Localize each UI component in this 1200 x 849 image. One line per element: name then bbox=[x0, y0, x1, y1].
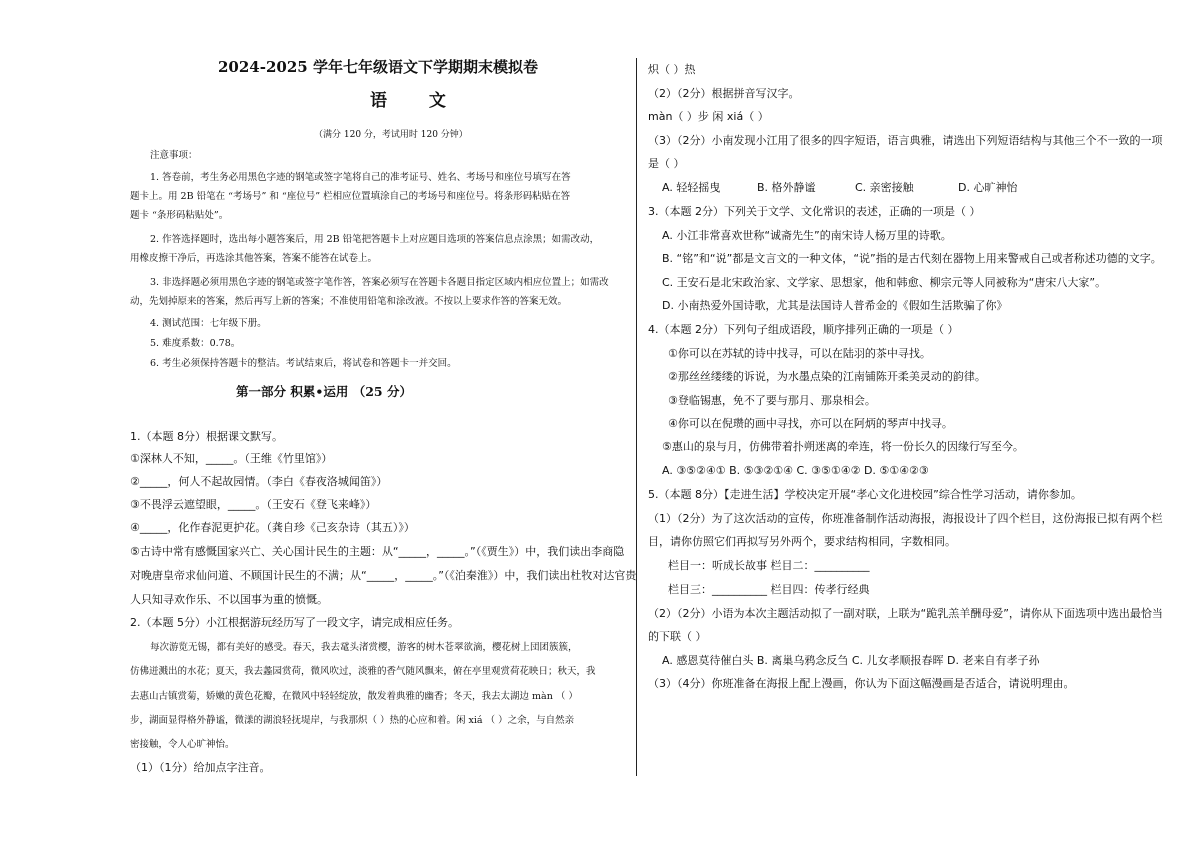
q5-sub3: （3）（4分）你班准备在海报上配上漫画，你认为下面这幅漫画是否适合，请说明理由。 bbox=[648, 677, 1075, 690]
q5-columns-row: 栏目三：__________ 栏目四：传孝行经典 bbox=[668, 583, 870, 596]
q2-passage-line: 去惠山古镇赏菊，娇嫩的黄色花瓣，在微风中轻轻绽放，散发着典雅的幽香；冬天，我去太湖边 màn （ ） bbox=[130, 691, 578, 702]
section-title: 第一部分 积累•运用 （25 分） bbox=[236, 384, 412, 399]
q4-item: ④你可以在倪瓒的画中寻找，亦可以在阿炳的琴声中找寻。 bbox=[668, 417, 953, 430]
subject-title: 语 文 bbox=[370, 91, 464, 111]
q2-sub1: （1）（1分）给加点字注音。 bbox=[130, 761, 271, 774]
q5-columns-row: 栏目一：听成长故事 栏目二：__________ bbox=[668, 559, 870, 572]
q2-option: A. 轻轻摇曳 bbox=[662, 181, 721, 194]
q1-line: ⑤古诗中常有感慨国家兴亡、关心国计民生的主题：从“_____，_____。”（《贾生》）中，我们读出李商隐 bbox=[130, 545, 625, 558]
q5-sub1: （1）（2分）为了这次活动的宣传，你班准备制作活动海报，海报设计了四个栏目，这份海报已拟有两个栏 bbox=[648, 512, 1163, 525]
note-line: 动，先划掉原来的答案，然后再写上新的答案；不准使用铅笔和涂改液。不按以上要求作答的答案无效。 bbox=[130, 296, 568, 307]
note-line: 3. 非选择题必须用黑色字迹的钢笔或签字笔作答，答案必须写在答题卡各题目指定区域内相应位置上；如需改 bbox=[150, 277, 609, 288]
note-line: 2. 作答选择题时，选出每小题答案后，用 2B 铅笔把答题卡上对应题目选项的答案信息点涂黑；如需改动， bbox=[150, 234, 600, 245]
exam-title: 2024-2025 学年七年级语文下学期期末模拟卷 bbox=[218, 58, 538, 76]
q1-line: ④_____，化作春泥更护花。（龚自珍《己亥杂诗（其五）》） bbox=[130, 521, 415, 534]
note-line: 1. 答卷前，考生务必用黑色字迹的钢笔或签字笔将自己的准考证号、姓名、考场号和座位号填写在答 bbox=[150, 172, 571, 183]
note-line: 6. 考生必须保持答题卡的整洁。考试结束后，将试卷和答题卡一并交回。 bbox=[150, 358, 457, 369]
q5-sub1-cont: 目，请你仿照它们再拟写另外两个，要求结构相同，字数相同。 bbox=[648, 535, 956, 548]
q4-heading: 4.（本题 2分）下列句子组成语段，顺序排列正确的一项是（ ） bbox=[648, 323, 959, 336]
score-note: （满分 120 分，考试用时 120 分钟） bbox=[314, 130, 468, 140]
q2-heading: 2.（本题 5分）小江根据游玩经历写了一段文字，请完成相应任务。 bbox=[130, 616, 459, 629]
q2-sub3-cont: 是（ ） bbox=[648, 157, 685, 170]
q4-item: ⑤惠山的泉与月，仿佛带着扑朔迷离的牵连，将一份长久的因缘行写至今。 bbox=[662, 440, 1024, 453]
q2-passage-line: 步，湖面显得格外静谧，微漾的湖浪轻抚堤岸，与我那炽（ ）热的心应和着。闲 xiá （ ）之余，与自然亲 bbox=[130, 715, 575, 726]
q2-option: B. 格外静谧 bbox=[757, 181, 816, 194]
q3-option: A. 小江非常喜欢世称“诚斋先生”的南宋诗人杨万里的诗歌。 bbox=[662, 229, 952, 242]
q5-heading: 5.（本题 8分）【走进生活】学校决定开展“孝心文化进校园”综合性学习活动，请你参加。 bbox=[648, 488, 1082, 501]
q4-options: A. ③⑤②④① B. ⑤③②①④ C. ③⑤①④② D. ⑤①④②③ bbox=[662, 464, 929, 477]
note-line: 5. 难度系数：0.78。 bbox=[150, 338, 241, 349]
note-line: 用橡皮擦干净后，再选涂其他答案，答案不能答在试卷上。 bbox=[130, 253, 378, 264]
q1-line: 人只知寻欢作乐、不以国事为重的愤慨。 bbox=[130, 593, 328, 606]
q5-sub2-cont: 的下联（ ） bbox=[648, 630, 707, 643]
q5-options: A. 感恩莫待催白头 B. 离巢乌鸦念反刍 C. 儿女孝顺报春晖 D. 老来自有孝子孙 bbox=[662, 654, 1040, 667]
q3-option: C. 王安石是北宋政治家、文学家、思想家，他和韩愈、柳宗元等人同被称为“唐宋八大家”。 bbox=[662, 276, 1107, 289]
q2-passage-line: 密接触，令人心旷神怡。 bbox=[130, 739, 235, 750]
q2-option: C. 亲密接触 bbox=[855, 181, 914, 194]
q1-heading: 1.（本题 8分）根据课文默写。 bbox=[130, 430, 283, 443]
q2-pinyin: màn（ ）步 闲 xiá（ ） bbox=[648, 110, 769, 123]
notes-heading: 注意事项： bbox=[150, 150, 198, 161]
q1-line: ②_____，何人不起故园情。（李白《春夜洛城闻笛》） bbox=[130, 475, 388, 488]
note-line: 4. 测试范围：七年级下册。 bbox=[150, 318, 267, 329]
q2-passage-line: 每次游览无锡，都有美好的感受。春天，我去鼋头渚赏樱，游客的树木苍翠欲滴，樱花树上団团簇簇， bbox=[150, 642, 578, 653]
q2-blank-line: 炽（ ）热 bbox=[648, 63, 696, 76]
q4-item: ①你可以在苏轼的诗中找寻，可以在陆羽的茶中寻找。 bbox=[668, 347, 931, 360]
note-line: 题卡上。用 2B 铅笔在 “考场号” 和 “座位号” 栏相应位置填涂自己的考场号和座位号。将条形码粘贴在答 bbox=[130, 191, 571, 202]
q4-item: ②那丝丝缕缕的诉说，为水墨点染的江南铺陈开柔美灵动的韵律。 bbox=[668, 370, 986, 383]
q2-passage-line: 仿佛迸溅出的水花；夏天，我去蠡园赏荷，微风吹过，淡雅的香气随风飘来，俯在亭里观赏荷花映日；秋天，我 bbox=[130, 666, 596, 677]
q3-heading: 3.（本题 2分）下列关于文学、文化常识的表述，正确的一项是（ ） bbox=[648, 205, 981, 218]
q4-item: ③登临锡惠，免不了要与那月、那泉相会。 bbox=[668, 394, 876, 407]
q5-sub2: （2）（2分）小语为本次主题活动拟了一副对联，上联为“跪乳羔羊酬母爱”，请你从下面选项中选出最恰当 bbox=[648, 607, 1163, 620]
q1-line: ③不畏浮云遮望眼，_____。（王安石《登飞来峰》） bbox=[130, 498, 377, 511]
q2-sub3: （3）（2分）小南发现小江用了很多的四字短语，语言典雅，请选出下列短语结构与其他三个不一致的一项 bbox=[648, 134, 1163, 147]
q3-option: D. 小南热爱外国诗歌，尤其是法国诗人普希金的《假如生活欺骗了你》 bbox=[662, 299, 1008, 312]
q1-line: 对晚唐皇帝求仙问道、不顾国计民生的不满；从“_____，_____。”（《泊秦淮》）中，我们读出杜牧对达官贵 bbox=[130, 569, 637, 582]
q2-option: D. 心旷神怡 bbox=[958, 181, 1018, 194]
q3-option: B. “铭”和“说”都是文言文的一种文体，“说”指的是古代刻在器物上用来警戒自己或者称述功德的文字。 bbox=[662, 252, 1162, 265]
q1-line: ①深林人不知，_____。（王维《竹里馆》） bbox=[130, 452, 333, 465]
note-line: 题卡 “条形码粘贴处”。 bbox=[130, 210, 229, 221]
q2-sub2: （2）（2分）根据拼音写汉字。 bbox=[648, 87, 800, 100]
column-divider bbox=[636, 58, 637, 776]
